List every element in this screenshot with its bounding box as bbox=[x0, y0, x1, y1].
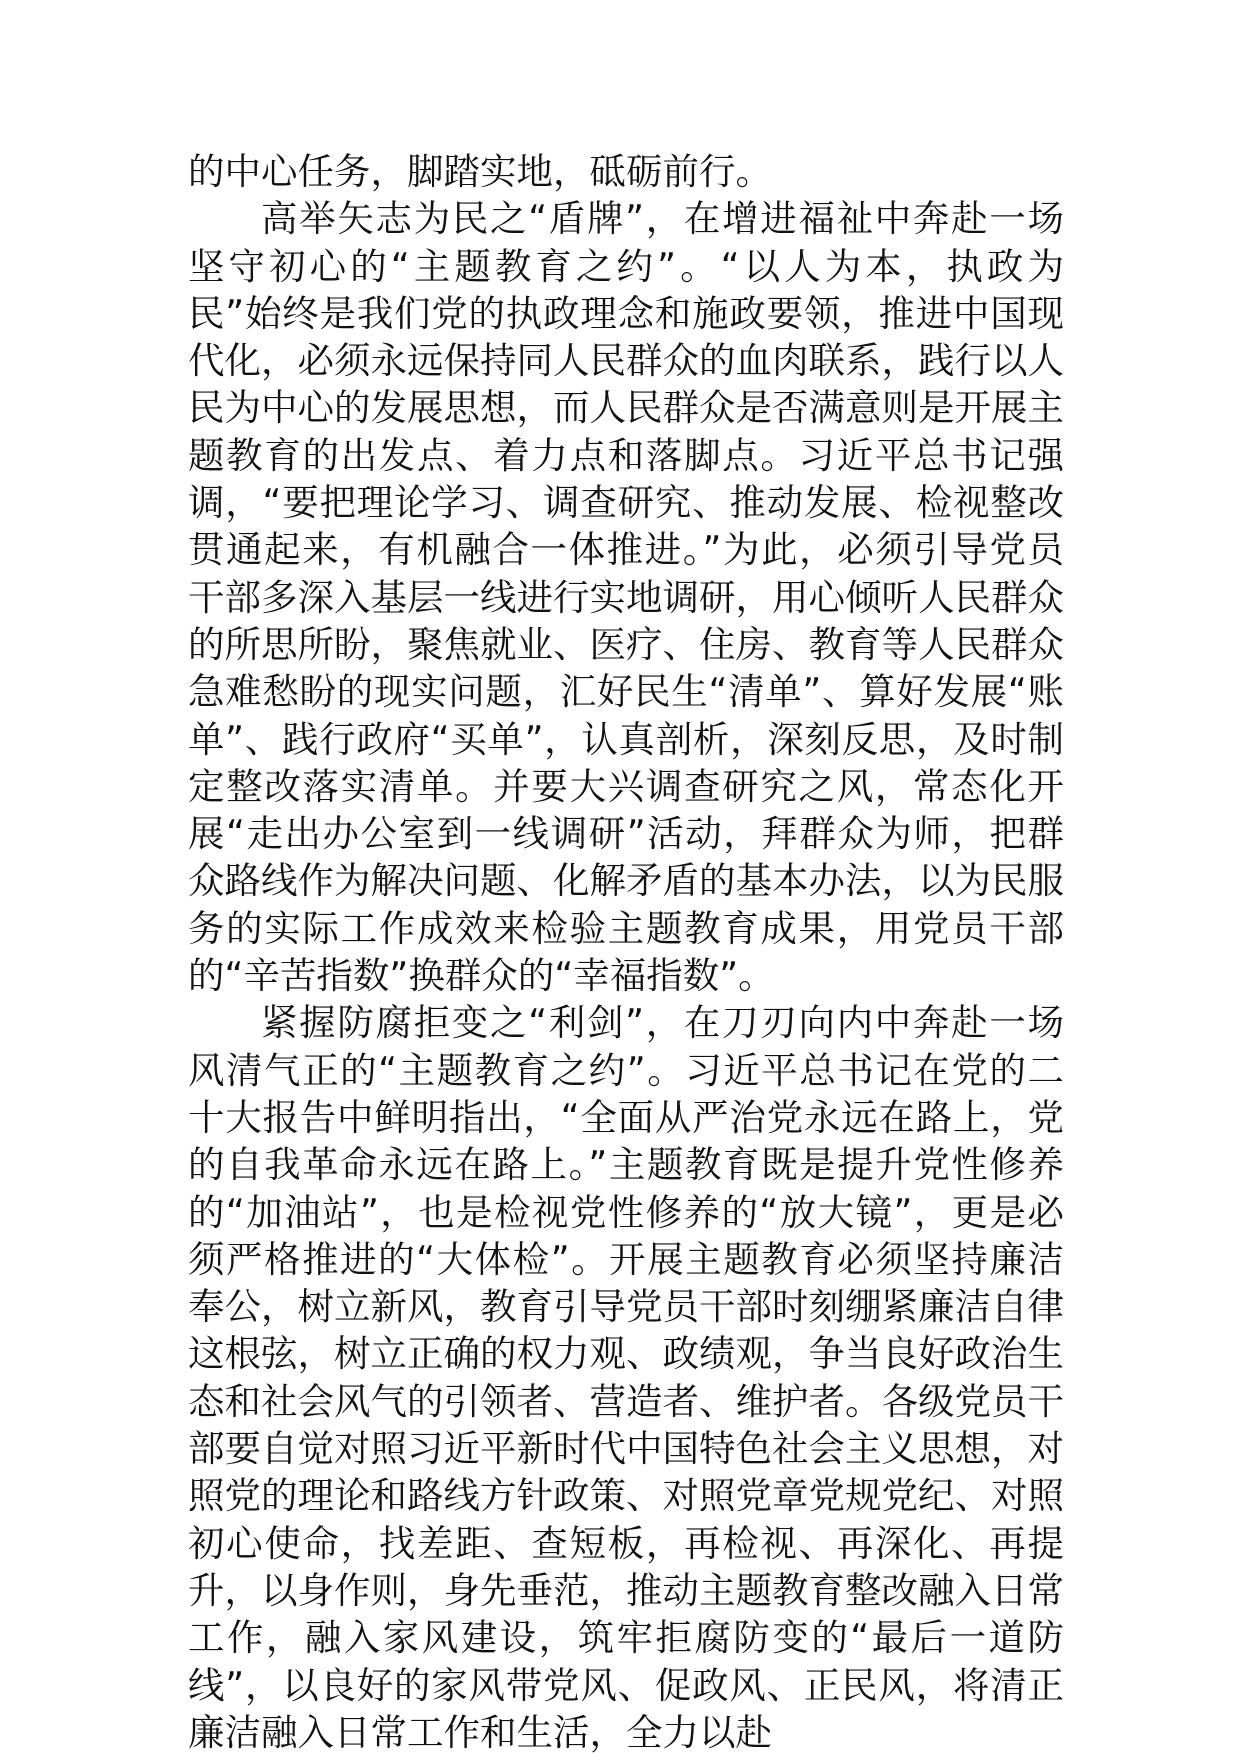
body-text bbox=[188, 148, 1064, 1756]
paragraph-continuation: 的中心任务，脚踏实地，砥砺前行。 bbox=[188, 150, 772, 193]
paragraph-sword: 紧握防腐拒变之“利剑”，在刀刃向内中奔赴一场风清气正的“主题教育之约”。习近平总书记在党的二十大报告中鲜明指出，“全面从严治党永远在路上，党的自我革命永远在路上。”主题教育既是提升党性修养的“加油站”，也是检视党性修养的“放大镜”，更是必须严格推进的“大体检”。开展主题教育必须坚持廉洁奉公，树立新风，教育引导党员干部时刻绷紧廉洁自律这根弦，树立正确的权力观、政绩观，争当良好政治生态和社会风气的引领者、营造者、维护者。各级党员干部要自觉对照习近平新时代中国特色社会主义思想，对照党的理论和路线方针政策、对照党章党规党纪、对照初心使命，找差距、查短板，再检视、再深化、再提升，以身作则，身先垂范，推动主题教育整改融入日常工作，融入家风建设，筑牢拒腐防变的“最后一道防线”，以良好的家风带党风、促政风、正民风，将清正廉洁融入日常工作和生活，全力以赴 bbox=[188, 1001, 1064, 1754]
paragraph-shield: 高举矢志为民之“盾牌”，在增进福祉中奔赴一场坚守初心的“主题教育之约”。“以人为本，执政为民”始终是我们党的执政理念和施政要领，推进中国现代化，必须永远保持同人民群众的血肉联系，践行以人民为中心的发展思想，而人民群众是否满意则是开展主题教育的出发点、着力点和落脚点。习近平总书记强调，“要把理论学习、调查研究、推动发展、检视整改贯通起来，有机融合一体推进。”为此，必须引导党员干部多深入基层一线进行实地调研，用心倾听人民群众的所思所盼，聚焦就业、医疗、住房、教育等人民群众急难愁盼的现实问题，汇好民生“清单”、算好发展“账单”、践行政府“买单”，认真剖析，深刻反思，及时制定整改落实清单。并要大兴调查研究之风，常态化开展“走出办公室到一线调研”活动，拜群众为师，把群众路线作为解决问题、化解矛盾的基本办法，以为民服务的实际工作成效来检验主题教育成果，用党员干部的“辛苦指数”换群众的“幸福指数”。 bbox=[188, 197, 1064, 998]
